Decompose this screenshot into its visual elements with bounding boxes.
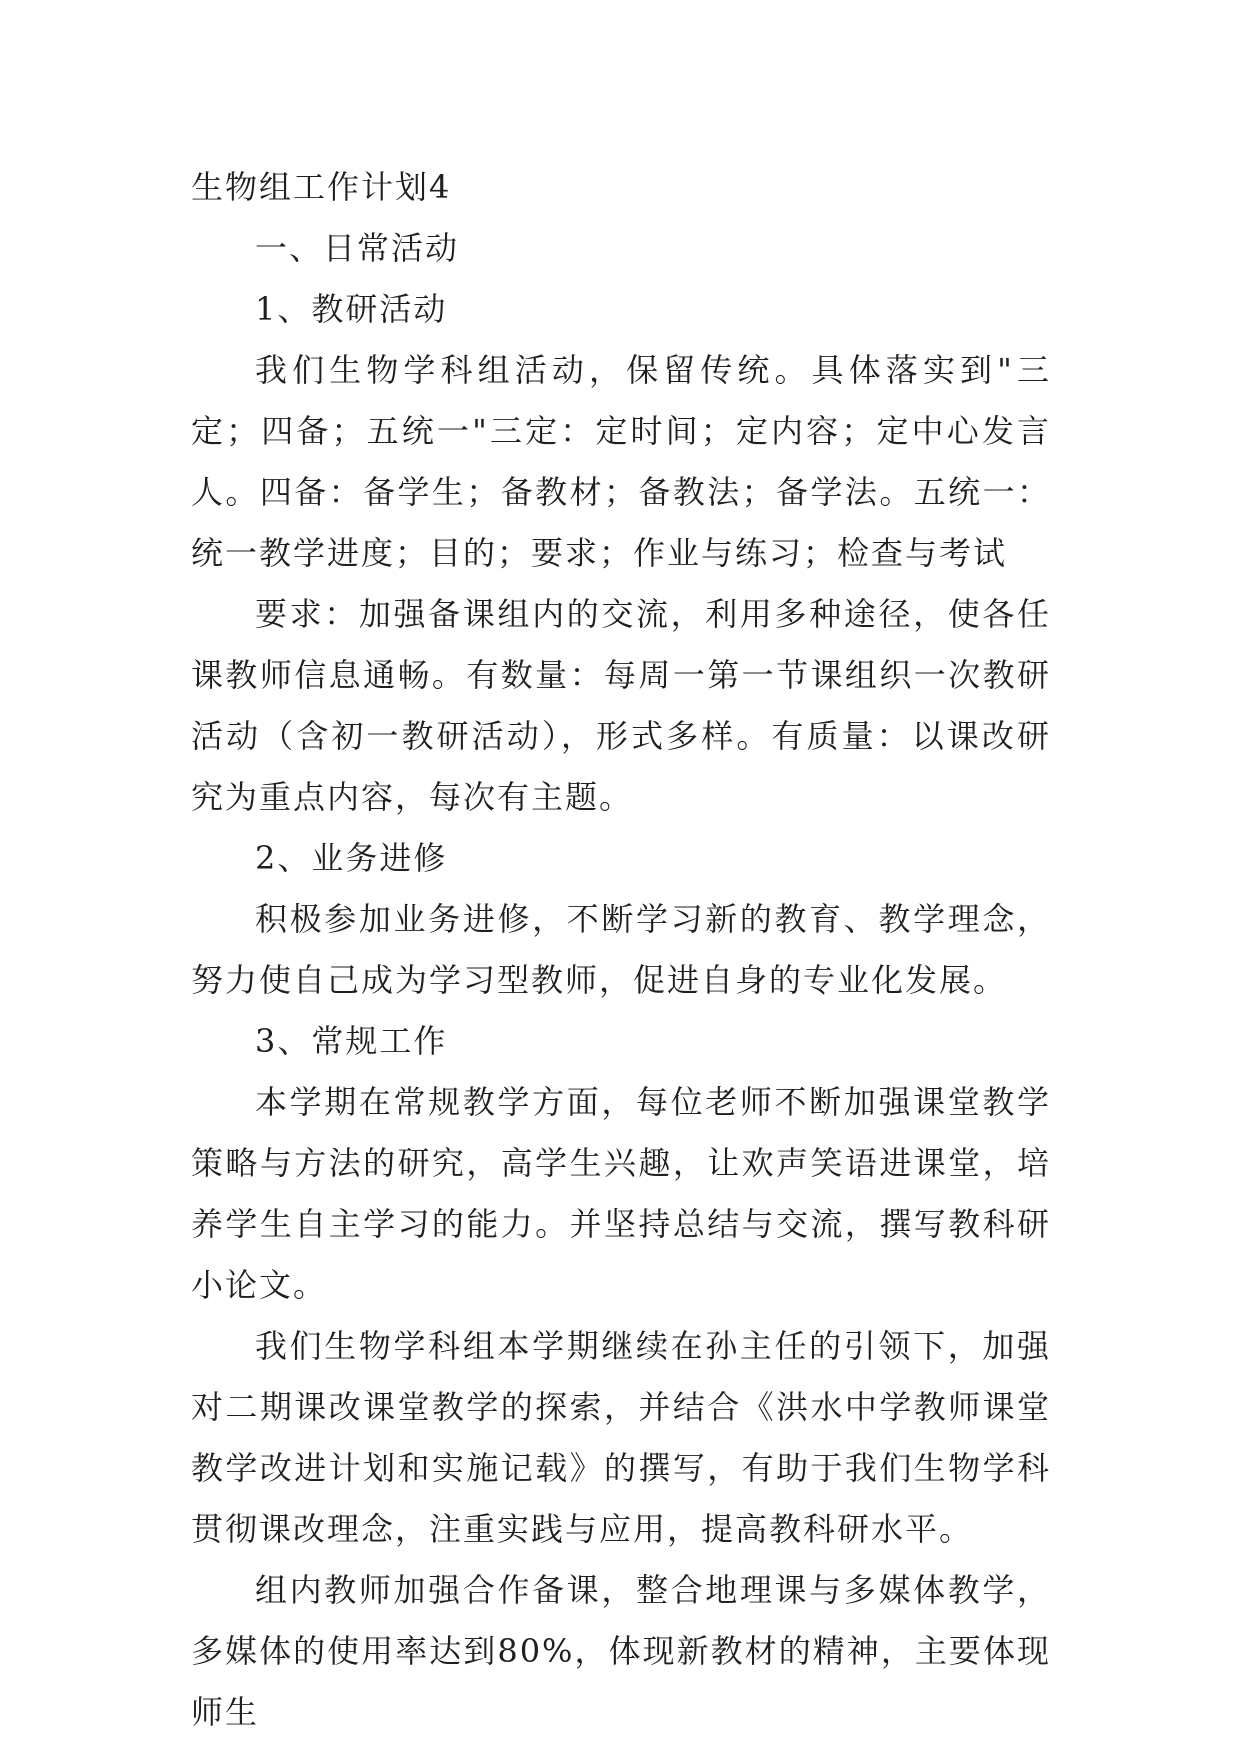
document-body: [191, 157, 1051, 1743]
paragraph-routine-teaching: 本学期在常规教学方面，每位老师不断加强课堂教学策略与方法的研究，高学生兴趣，让欢声笑语进课堂，培养学生自主学习的能力。并坚持总结与交流，撰写教科研小论文。: [191, 1083, 1051, 1304]
document-title: 生物组工作计划4: [191, 168, 452, 206]
subheading-professional-training: 2、业务进修: [255, 839, 448, 877]
paragraph-group-activities: 我们生物学科组活动，保留传统。具体落实到"三定；四备；五统一"三定：定时间；定内容；定中心发言人。四备：备学生；备教材；备教法；备学法。五统一：统一教学进度；目的；要求；作业与练习；检查与考试: [191, 351, 1051, 572]
paragraph-training: 积极参加业务进修，不断学习新的教育、教学理念，努力使自己成为学习型教师，促进自身的专业化发展。: [191, 900, 1051, 999]
subheading-routine-work: 3、常规工作: [255, 1022, 448, 1060]
subheading-teaching-research: 1、教研活动: [255, 290, 448, 328]
section-heading-daily-activities: 一、日常活动: [255, 229, 460, 267]
paragraph-cooperative-lesson-prep: 组内教师加强合作备课，整合地理课与多媒体教学，多媒体的使用率达到80%，体现新教材的精神，主要体现师生: [191, 1571, 1051, 1731]
paragraph-curriculum-reform: 我们生物学科组本学期继续在孙主任的引领下，加强对二期课改课堂教学的探索，并结合《洪水中学教师课堂教学改进计划和实施记载》的撰写，有助于我们生物学科贯彻课改理念，注重实践与应用，提高教科研水平。: [191, 1327, 1051, 1548]
paragraph-requirements: 要求：加强备课组内的交流，利用多种途径，使各任课教师信息通畅。有数量：每周一第一节课组织一次教研活动（含初一教研活动），形式多样。有质量：以课改研究为重点内容，每次有主题。: [191, 595, 1051, 816]
